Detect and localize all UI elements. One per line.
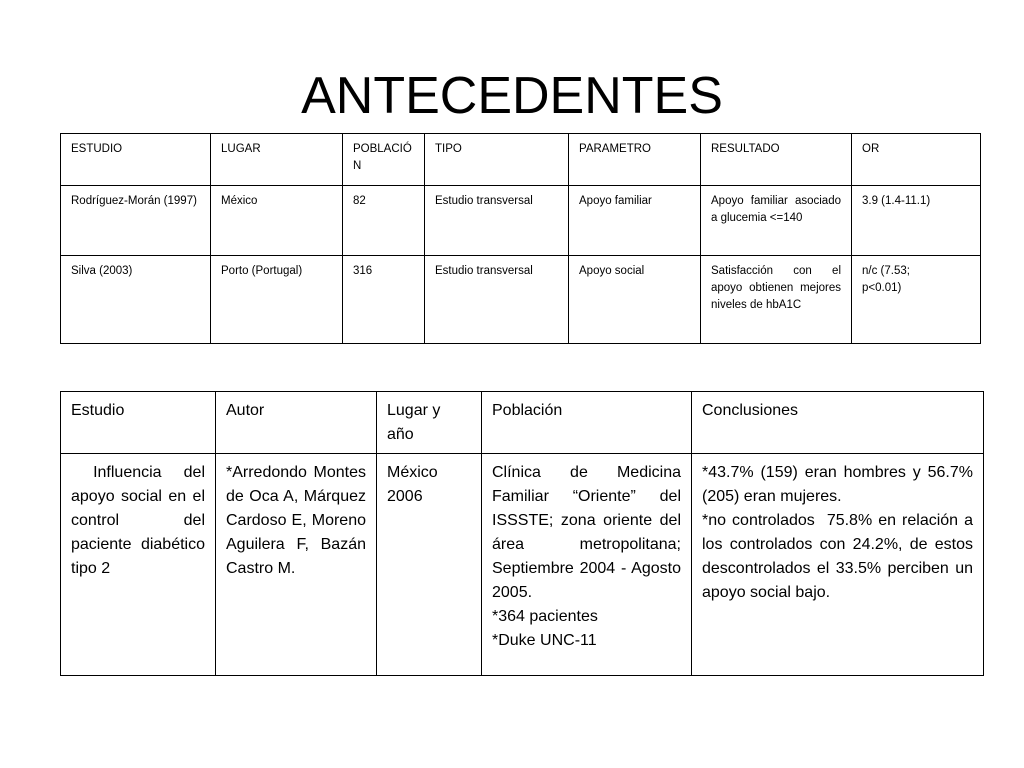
header-tipo: TIPO [425, 134, 569, 186]
cell-estudio: Rodríguez-Morán (1997) [61, 186, 211, 256]
table-row [61, 186, 981, 256]
table-row [61, 454, 984, 676]
cell-tipo: Estudio transversal [425, 256, 569, 344]
poblacion-description: Clínica de Medicina Familiar “Oriente” del ISSSTE; zona oriente del área metropolitana; Septiembre 2004 - Agosto 2005. [492, 464, 681, 601]
cell-resultado: Satisfacción con el apoyo obtienen mejores niveles de hbA1C [701, 256, 852, 344]
poblacion-pacientes: *364 pacientes [492, 608, 598, 625]
table-row [61, 256, 981, 344]
poblacion-instrumento: *Duke UNC-11 [492, 632, 597, 649]
conclusion-control: *no controlados 75.8% en relación a los controlados con 24.2%, de estos descontrolados el 33.5% perciben un apoyo social bajo. [702, 512, 978, 601]
header-poblacion: POBLACIÓN [343, 134, 425, 186]
cell-or: n/c (7.53; p<0.01) [852, 256, 981, 344]
cell-or: 3.9 (1.4-11.1) [852, 186, 981, 256]
header-lugar-ano: Lugar y año [377, 392, 482, 454]
cell-parametro: Apoyo familiar [569, 186, 701, 256]
header-estudio: Estudio [61, 392, 216, 454]
header-resultado: RESULTADO [701, 134, 852, 186]
header-autor: Autor [216, 392, 377, 454]
cell-parametro: Apoyo social [569, 256, 701, 344]
header-conclusiones: Conclusiones [692, 392, 984, 454]
cell-lugar: México [211, 186, 343, 256]
conclusion-genero: *43.7% (159) eran hombres y 56.7% (205) eran mujeres. [702, 464, 973, 505]
cell-resultado: Apoyo familiar asociado a glucemia <=140 [701, 186, 852, 256]
cell-lugar: Porto (Portugal) [211, 256, 343, 344]
cell-estudio: Silva (2003) [61, 256, 211, 344]
slide-title: ANTECEDENTES [301, 67, 723, 125]
header-or: OR [852, 134, 981, 186]
antecedentes-table-2 [60, 391, 984, 676]
header-estudio: ESTUDIO [61, 134, 211, 186]
cell-tipo: Estudio transversal [425, 186, 569, 256]
header-poblacion: Población [482, 392, 692, 454]
cell-poblacion: 82 [343, 186, 425, 256]
cell-lugar-ano: México 2006 [377, 454, 482, 676]
header-lugar: LUGAR [211, 134, 343, 186]
cell-conclusiones [692, 454, 984, 676]
header-parametro: PARAMETRO [569, 134, 701, 186]
cell-poblacion [482, 454, 692, 676]
antecedentes-table-1 [60, 133, 981, 344]
table-header-row [61, 392, 984, 454]
cell-autor: *Arredondo Montes de Oca A, Márquez Cardoso E, Moreno Aguilera F, Bazán Castro M. [216, 454, 377, 676]
table-header-row [61, 134, 981, 186]
cell-poblacion: 316 [343, 256, 425, 344]
cell-estudio: Influencia del apoyo social en el control del paciente diabético tipo 2 [61, 454, 216, 676]
